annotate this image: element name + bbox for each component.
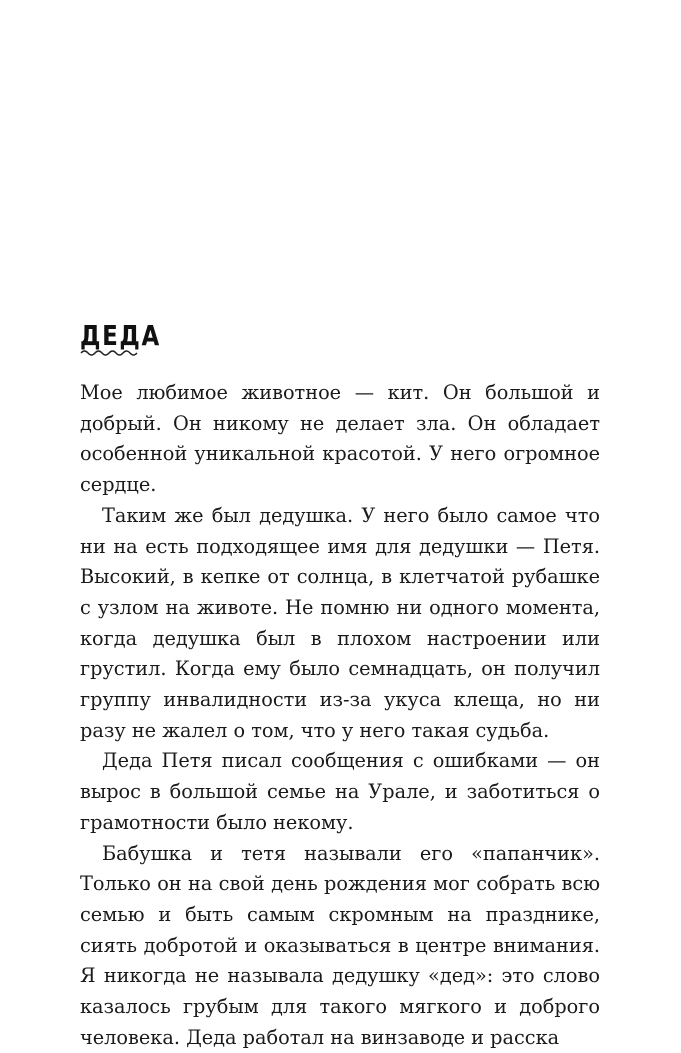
chapter-title: ДЕДА <box>80 319 161 352</box>
wavy-underline-ornament <box>80 348 138 358</box>
chapter-body <box>80 378 600 1053</box>
paragraph-4: Бабушка и тетя называли его «папанчик». Только он на свой день рождения мог собрать всю семью и быть самым скромным на празднике, сиять добротой и оказываться в центре внимания. Я никогда не называла дедушку «дед»: это слово казалось грубым для такого мягкого и доброго человека. Деда работал на винзаводе и расска <box>80 841 600 1049</box>
paragraph-1: Мое любимое животное — кит. Он большой и добрый. Он никому не делает зла. Он обладает особенной уникальной красотой. У него огромное сердце. <box>80 381 600 497</box>
paragraph-2: Таким же был дедушка. У него было самое что ни на есть подходящее имя для дедушки — Петя. Высокий, в кепке от солнца, в клетчатой рубашке с узлом на животе. Не помню ни одного момента, когда дедушка был в плохом настроении или грустил. Когда ему было семнадцать, он получил группу инвалидности из-за укуса клеща, но ни разу не жалел о том, что у него такая судьба. <box>80 503 600 742</box>
paragraph-3: Деда Петя писал сообщения с ошибками — он вырос в большой семье на Урале, и заботиться о грамотности было некому. <box>80 749 600 834</box>
